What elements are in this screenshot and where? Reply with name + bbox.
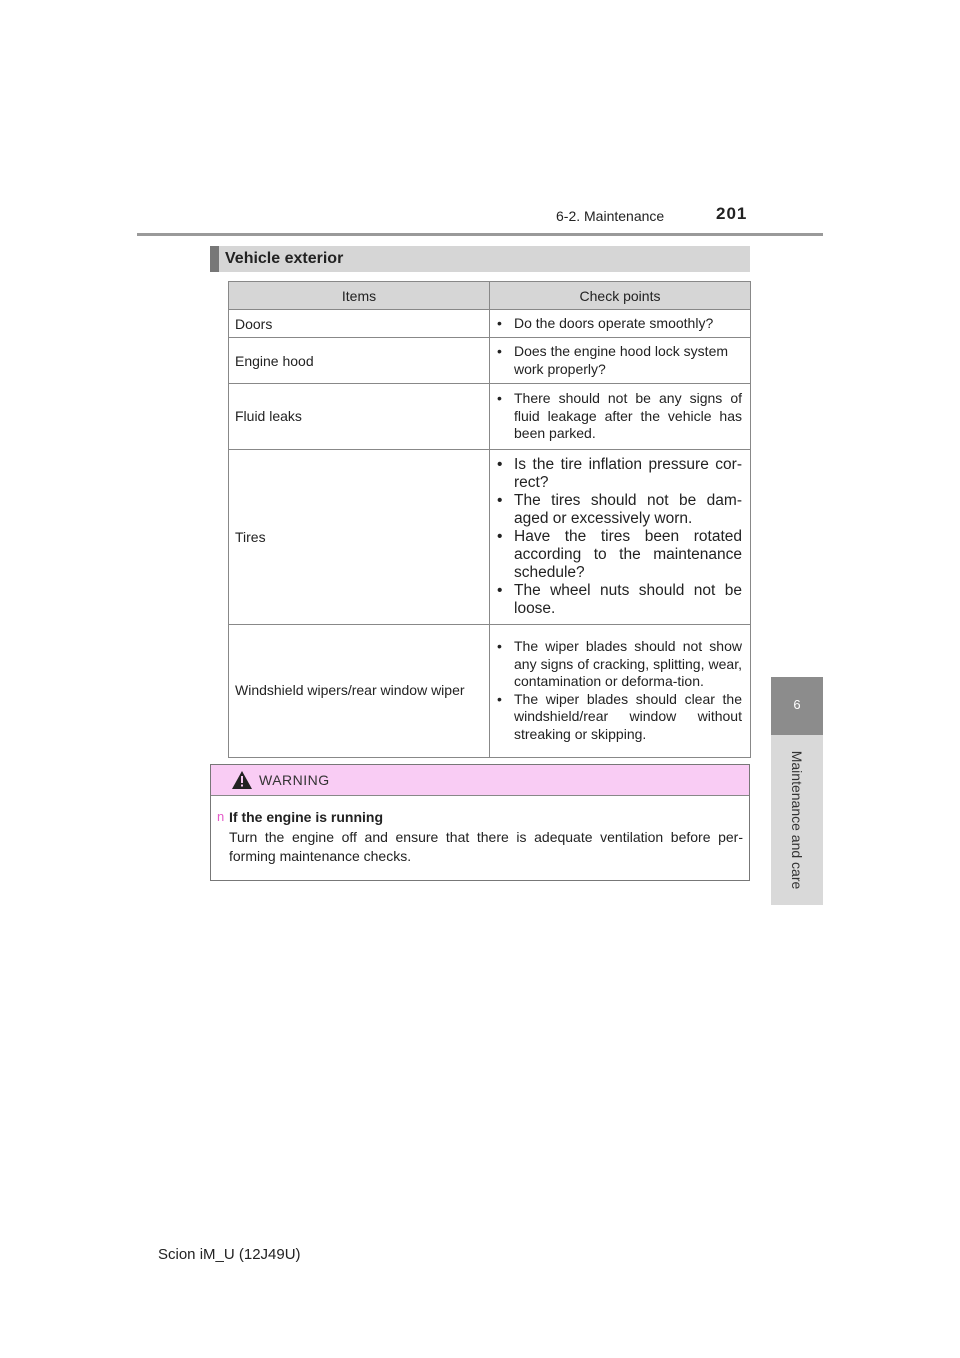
check-table [228,281,751,758]
table-item-cell: Doors [229,310,490,338]
table-checks-cell [490,384,751,450]
table-checks-cell [490,310,751,338]
section-heading-text: Vehicle exterior [225,250,344,267]
chapter-number: 6 [793,697,801,712]
check-point: • Do the doors operate smoothly? [496,315,742,333]
check-point: • The wiper blades should clear the windshield/rear window without streaking or skipping. [496,691,742,744]
header-rule [137,233,823,236]
table-row [229,338,751,384]
table-item-cell: Engine hood [229,338,490,384]
check-point: • The tires should not be dam-aged or excessively worn. [496,492,742,528]
table-row [229,384,751,450]
check-point: • Have the tires been rotated according to the maintenance schedule? [496,528,742,582]
table-item-cell: Tires [229,449,490,624]
table-checks-cell [490,624,751,757]
table-row [229,310,751,338]
warning-text: Turn the engine off and ensure that there is adequate ventilation before per-forming maintenance checks. [229,829,743,864]
chapter-title: Maintenance and care [789,750,805,890]
column-header-items: Items [229,282,490,310]
table-item-cell: Fluid leaks [229,384,490,450]
table-checks-cell [490,449,751,624]
column-header-check-points: Check points [490,282,751,310]
table-item-cell: Windshield wipers/rear window wiper [229,624,490,757]
header-section-title: 6-2. Maintenance [556,208,665,224]
check-point: • Does the engine hood lock system work properly? [496,343,742,378]
check-point: • Is the tire inflation pressure cor-rect? [496,456,742,492]
page-number: 201 [716,204,748,223]
warning-header [211,765,749,796]
table-row [229,624,751,757]
check-point: • There should not be any signs of fluid leakage after the vehicle has been parked. [496,390,742,443]
warning-box [210,764,750,881]
footer-model-code: Scion iM_U (12J49U) [158,1246,301,1263]
warning-bullet-icon: n [217,809,225,824]
warning-label: WARNING [259,772,330,788]
warning-triangle-icon [232,771,252,794]
table-header-row [229,282,751,310]
table-row [229,449,751,624]
check-point: • The wiper blades should not show any signs of cracking, splitting, wear, contamination or deforma-tion. [496,638,742,691]
section-heading [210,246,750,272]
check-point: • The wheel nuts should not be loose. [496,582,742,618]
table-checks-cell [490,338,751,384]
warning-title: If the engine is running [229,809,383,825]
